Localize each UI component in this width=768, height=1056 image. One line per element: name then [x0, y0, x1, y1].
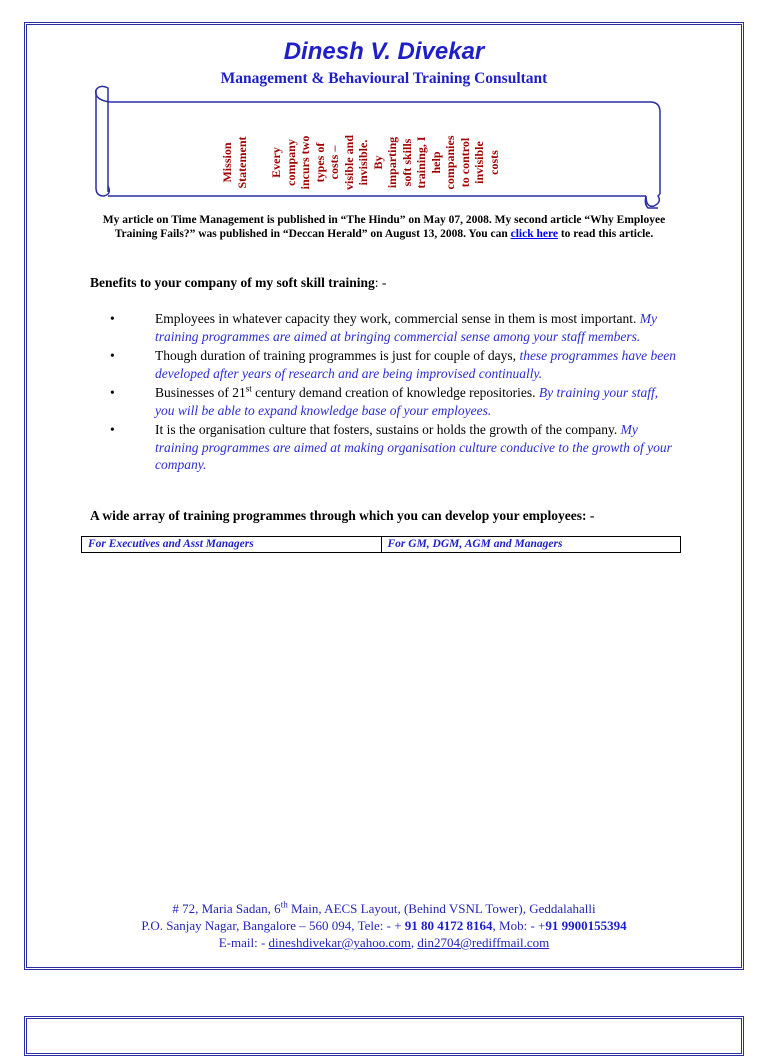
programmes-heading: A wide array of training programmes through which you can develop your employees: -: [90, 508, 595, 523]
mission-text-line: By: [370, 155, 385, 170]
benefit-highlight: My training programmes are aimed at bringing commercial sense among your staff members.: [155, 311, 657, 344]
benefits-list: [110, 310, 680, 476]
benefit-text: Employees in whatever capacity they work, commercial sense in them is most important.: [155, 311, 640, 326]
mission-text-line: invisible: [472, 141, 486, 184]
bullet-icon: •: [110, 311, 115, 326]
programmes-table: [81, 536, 681, 553]
ordinal-suffix: th: [280, 899, 288, 910]
benefit-text: century demand creation of knowledge repositories.: [251, 385, 539, 400]
article-notice: [86, 213, 682, 241]
benefit-highlight: My training programmes are aimed at making organisation culture conducive to the growth of your company.: [155, 422, 672, 472]
benefits-heading: [90, 275, 386, 291]
mission-label-line: Mission: [220, 142, 234, 183]
benefit-text: Though duration of training programmes is just for couple of days,: [155, 348, 520, 363]
mission-text-line: imparting: [385, 136, 399, 189]
email-label: E-mail: -: [218, 935, 269, 950]
address-text: # 72, Maria Sadan, 6: [172, 901, 281, 916]
email-separator: ,: [410, 935, 418, 950]
email-line: [0, 934, 768, 951]
mission-text-line: visible and: [341, 134, 356, 191]
consultant-name: Dinesh V. Divekar: [283, 38, 485, 65]
mission-label-line: Statement: [234, 136, 249, 189]
ordinal-suffix: st: [245, 383, 252, 394]
list-item: [110, 384, 680, 419]
benefits-heading-text: Benefits to your company of my soft skill training: [90, 275, 375, 290]
benefits-heading-suffix: : -: [374, 275, 387, 290]
list-item: [110, 421, 680, 474]
email-link-yahoo[interactable]: dineshdivekar@yahoo.com: [268, 935, 411, 950]
article-text: My article on Time Management is published in “The Hindu” on May 07, 2008. My second article “Why Employee Training Fails?” was published in “Deccan Herald” on August 13, 2008. You can: [102, 214, 666, 240]
mission-statement: [220, 115, 570, 210]
mission-text-line: training, I: [414, 136, 428, 189]
bullet-icon: •: [110, 385, 115, 400]
mobile-number: 91 9900155394: [545, 918, 627, 933]
mission-text-line: help: [428, 151, 443, 174]
article-text-end: to read this article.: [557, 228, 654, 240]
list-item: [110, 347, 680, 382]
programmes-column-managers: For GM, DGM, AGM and Managers: [381, 537, 681, 552]
list-item: [110, 310, 680, 345]
mission-text-line: invisible.: [356, 139, 370, 186]
contact-footer: [0, 900, 768, 951]
benefit-text-start: Businesses of 21: [155, 385, 246, 400]
mission-text-line: soft skills: [399, 138, 414, 187]
mission-text-line: costs –: [327, 145, 341, 180]
mission-text-line: companies: [443, 135, 457, 190]
bullet-icon: •: [110, 348, 115, 363]
address-text: P.O. Sanjay Nagar, Bangalore – 560 094, Tele: - +: [141, 918, 405, 933]
telephone-number: 91 80 4172 8164: [404, 918, 493, 933]
mission-text-line: to control: [457, 137, 472, 188]
address-line-2: [0, 917, 768, 934]
email-link-rediff[interactable]: din2704@rediffmail.com: [417, 935, 550, 950]
address-line-1: [0, 900, 768, 917]
consultant-title: Management & Behavioural Training Consultant: [220, 70, 548, 87]
next-page-border: [24, 1016, 744, 1056]
click-here-link[interactable]: click here: [510, 228, 558, 240]
bullet-icon: •: [110, 422, 115, 437]
benefit-highlight: these programmes have been developed after years of research and are being improvised continually.: [155, 348, 677, 381]
mission-text-line: types of: [312, 142, 327, 183]
mission-text-line: company: [283, 139, 298, 186]
mobile-label: , Mob: - +: [492, 918, 546, 933]
benefit-highlight: By training your staff, you will be able to expand knowledge base of your employees.: [155, 385, 659, 418]
address-text-end: Main, AECS Layout, (Behind VSNL Tower), Geddalahalli: [287, 901, 596, 916]
mission-text-line: costs: [486, 150, 501, 175]
mission-text-line: Every: [269, 147, 283, 178]
programmes-column-executives: For Executives and Asst Managers: [88, 538, 254, 550]
mission-text-line: incurs two: [298, 135, 312, 190]
benefit-text: It is the organisation culture that fosters, sustains or holds the growth of the company.: [155, 422, 621, 437]
